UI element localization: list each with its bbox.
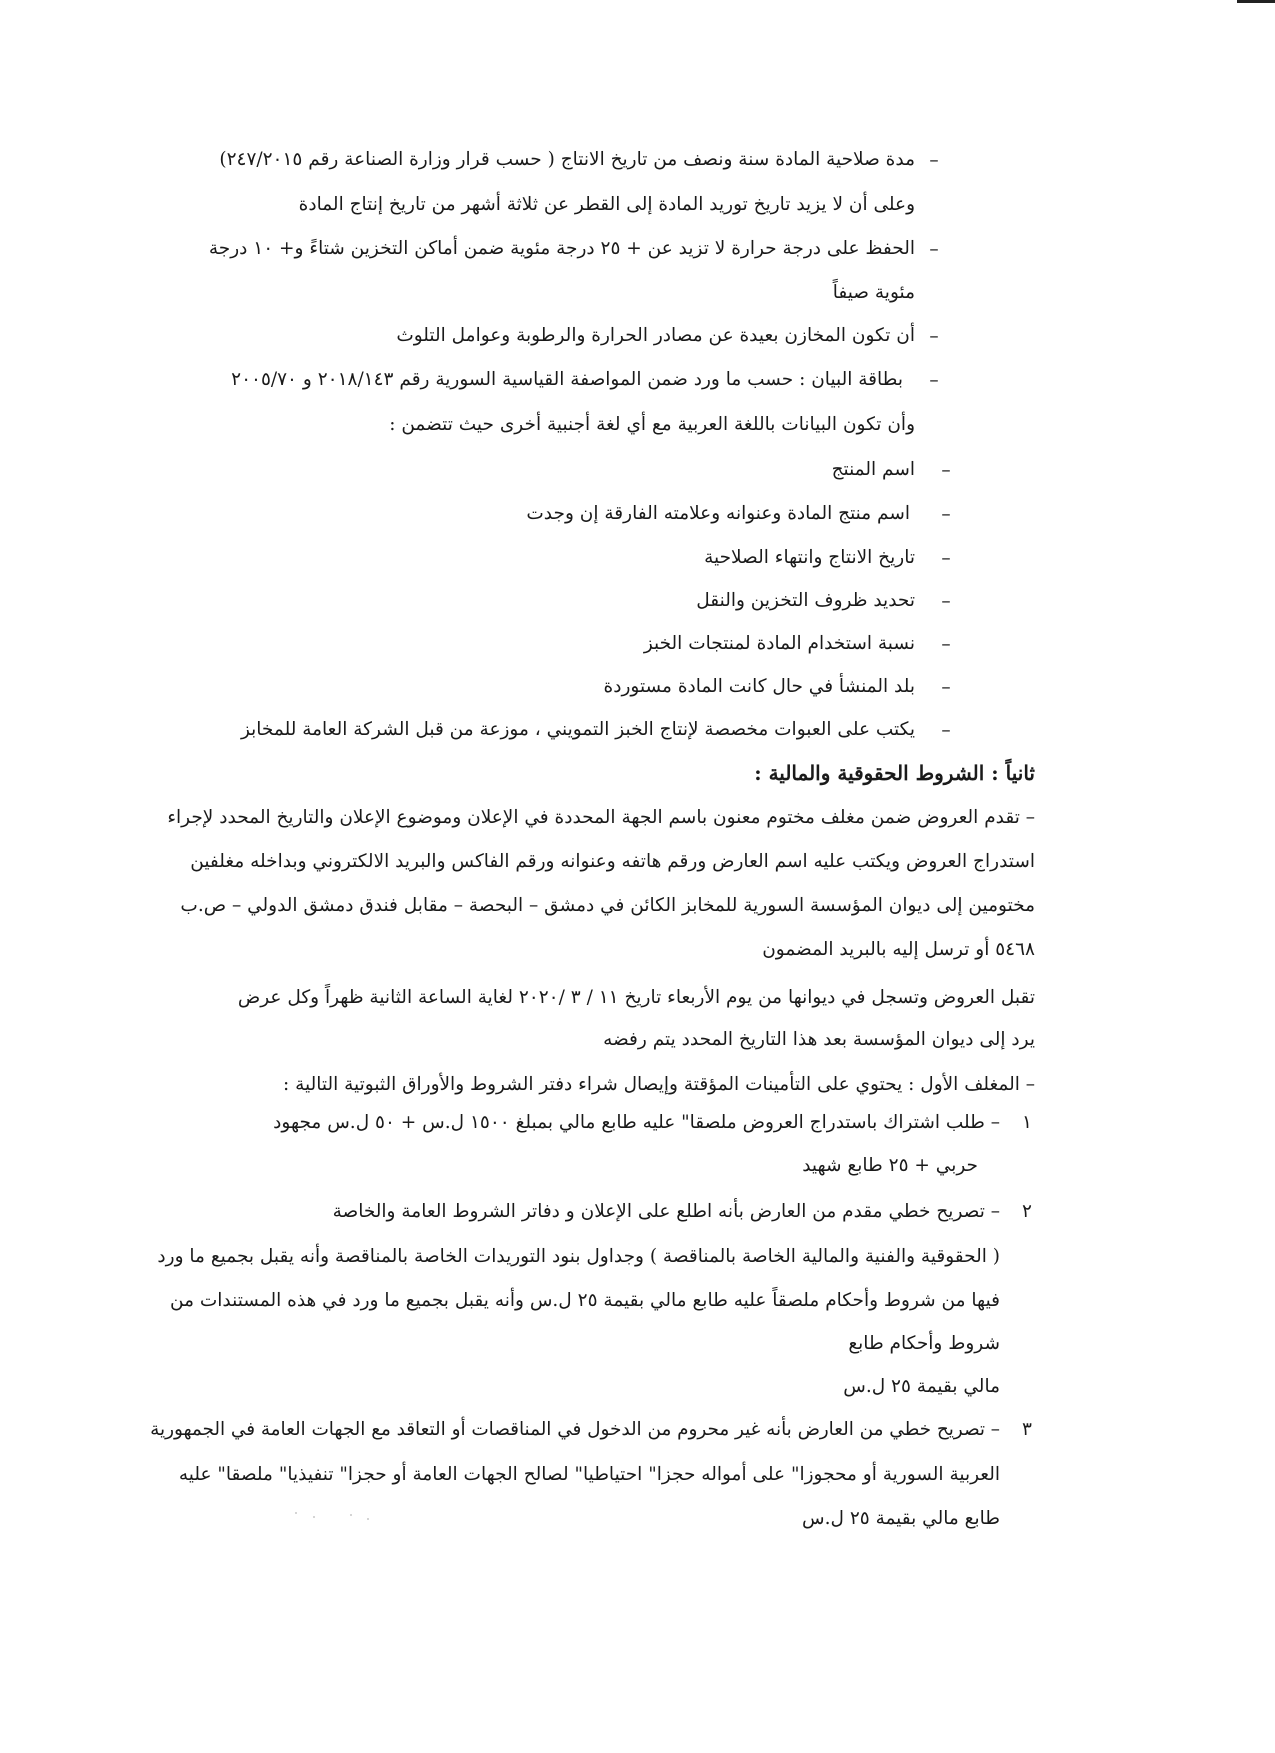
- dash-bullet: –: [929, 326, 939, 347]
- text-line: بطاقة البيان : حسب ما ورد ضمن المواصفة القياسية السورية رقم ٢٠١٨/١٤٣ و ٢٠٠٥/٧٠: [231, 369, 903, 390]
- text-line: العربية السورية أو محجوزا" على أمواله حجزا" احتياطيا" لصالح الجهات العامة أو حجزا" تنفيذيا" ملصقا" عليه: [178, 1464, 1000, 1485]
- text-line: وأن تكون البيانات باللغة العربية مع أي لغة أجنبية أخرى حيث تتضمن :: [389, 414, 915, 435]
- text-line: مئوية صيفاً: [832, 282, 915, 303]
- text-line: يرد إلى ديوان المؤسسة بعد هذا التاريخ المحدد يتم رفضه: [603, 1029, 1035, 1050]
- text-line: شروط وأحكام طابع: [848, 1333, 1000, 1354]
- text-line: وعلى أن لا يزيد تاريخ توريد المادة إلى القطر عن ثلاثة أشهر من تاريخ إنتاج المادة: [298, 194, 915, 215]
- item-number: ٣: [1022, 1419, 1032, 1440]
- text-line: تاريخ الانتاج وانتهاء الصلاحية: [704, 547, 915, 568]
- dash-bullet: –: [941, 720, 951, 741]
- text-line: مدة صلاحية المادة سنة ونصف من تاريخ الانتاج ( حسب قرار وزارة الصناعة رقم ٢٤٧/٢٠١٥): [219, 149, 915, 170]
- text-line: طابع مالي بقيمة ٢٥ ل.س: [802, 1508, 1000, 1529]
- text-line: اسم منتج المادة وعنوانه وعلامته الفارقة إن وجدت: [526, 503, 910, 524]
- text-line: بلد المنشأ في حال كانت المادة مستوردة: [603, 676, 915, 697]
- scan-edge-mark: [1237, 0, 1275, 3]
- text-line: – تصريح خطي من العارض بأنه غير محروم من الدخول في المناقصات أو التعاقد مع الجهات العامة في الجمهورية: [150, 1419, 1000, 1440]
- text-line: يكتب على العبوات مخصصة لإنتاج الخبز التمويني ، موزعة من قبل الشركة العامة للمخابز: [240, 719, 915, 740]
- dash-bullet: –: [941, 548, 951, 569]
- text-line: استدراج العروض ويكتب عليه اسم العارض ورقم هاتفه وعنوانه ورقم الفاكس والبريد الالكتروني وبداخله مغلفين: [190, 851, 1035, 872]
- item-number: ٢: [1022, 1201, 1032, 1222]
- text-line: ٥٤٦٨ أو ترسل إليه بالبريد المضمون: [762, 939, 1035, 960]
- text-line: – تصريح خطي مقدم من العارض بأنه اطلع على الإعلان و دفاتر الشروط العامة والخاصة: [332, 1201, 1000, 1222]
- dash-bullet: –: [941, 634, 951, 655]
- dash-bullet: –: [929, 370, 939, 391]
- text-line: اسم المنتج: [831, 459, 915, 480]
- text-line: – طلب اشتراك باستدراج العروض ملصقا" عليه طابع مالي بمبلغ ١٥٠٠ ل.س + ٥٠ ل.س مجهود: [273, 1112, 1000, 1133]
- text-line: مختومين إلى ديوان المؤسسة السورية للمخابز الكائن في دمشق – البحصة – مقابل فندق دمشق الدولي – ص.ب: [180, 895, 1035, 916]
- text-line: نسبة استخدام المادة لمنتجات الخبز: [643, 633, 915, 654]
- text-line: فيها من شروط وأحكام ملصقاً عليه طابع مالي بقيمة ٢٥ ل.س وأنه يقبل بجميع ما ورد في هذه المستندات من: [169, 1290, 1000, 1311]
- text-line: – تقدم العروض ضمن مغلف مختوم معنون باسم الجهة المحددة في الإعلان وموضوع الإعلان والتاريخ المحدد لإجراء: [167, 807, 1035, 828]
- text-line: تحديد ظروف التخزين والنقل: [696, 590, 915, 611]
- dash-bullet: –: [941, 460, 951, 481]
- first-envelope-intro: – المغلف الأول : يحتوي على التأمينات المؤقتة وإيصال شراء دفتر الشروط والأوراق الثبوتية التالية :: [282, 1074, 1035, 1095]
- text-line: تقبل العروض وتسجل في ديوانها من يوم الأربعاء تاريخ ١١ / ٣ /٢٠٢٠ لغاية الساعة الثانية ظهراً وكل عرض: [237, 987, 1035, 1008]
- section-heading: ثانياً : الشروط الحقوقية والمالية :: [754, 761, 1035, 785]
- dash-bullet: –: [929, 239, 939, 260]
- item-number: ١: [1022, 1112, 1032, 1133]
- text-line: حربي + ٢٥ طابع شهيد: [802, 1155, 978, 1176]
- dash-bullet: –: [941, 677, 951, 698]
- text-line: الحفظ على درجة حرارة لا تزيد عن + ٢٥ درجة مئوية ضمن أماكن التخزين شتاءً و+ ١٠ درجة: [208, 238, 915, 259]
- dash-bullet: –: [941, 504, 951, 525]
- dash-bullet: –: [941, 591, 951, 612]
- text-line: ( الحقوقية والفنية والمالية الخاصة بالمناقصة ) وجداول بنود التوريدات الخاصة بالمناقصة وأنه يقبل بجميع ما ورد: [157, 1246, 1000, 1267]
- text-line: أن تكون المخازن بعيدة عن مصادر الحرارة والرطوبة وعوامل التلوث: [396, 325, 915, 346]
- dash-bullet: –: [929, 150, 939, 171]
- text-line: مالي بقيمة ٢٥ ل.س: [843, 1376, 1000, 1397]
